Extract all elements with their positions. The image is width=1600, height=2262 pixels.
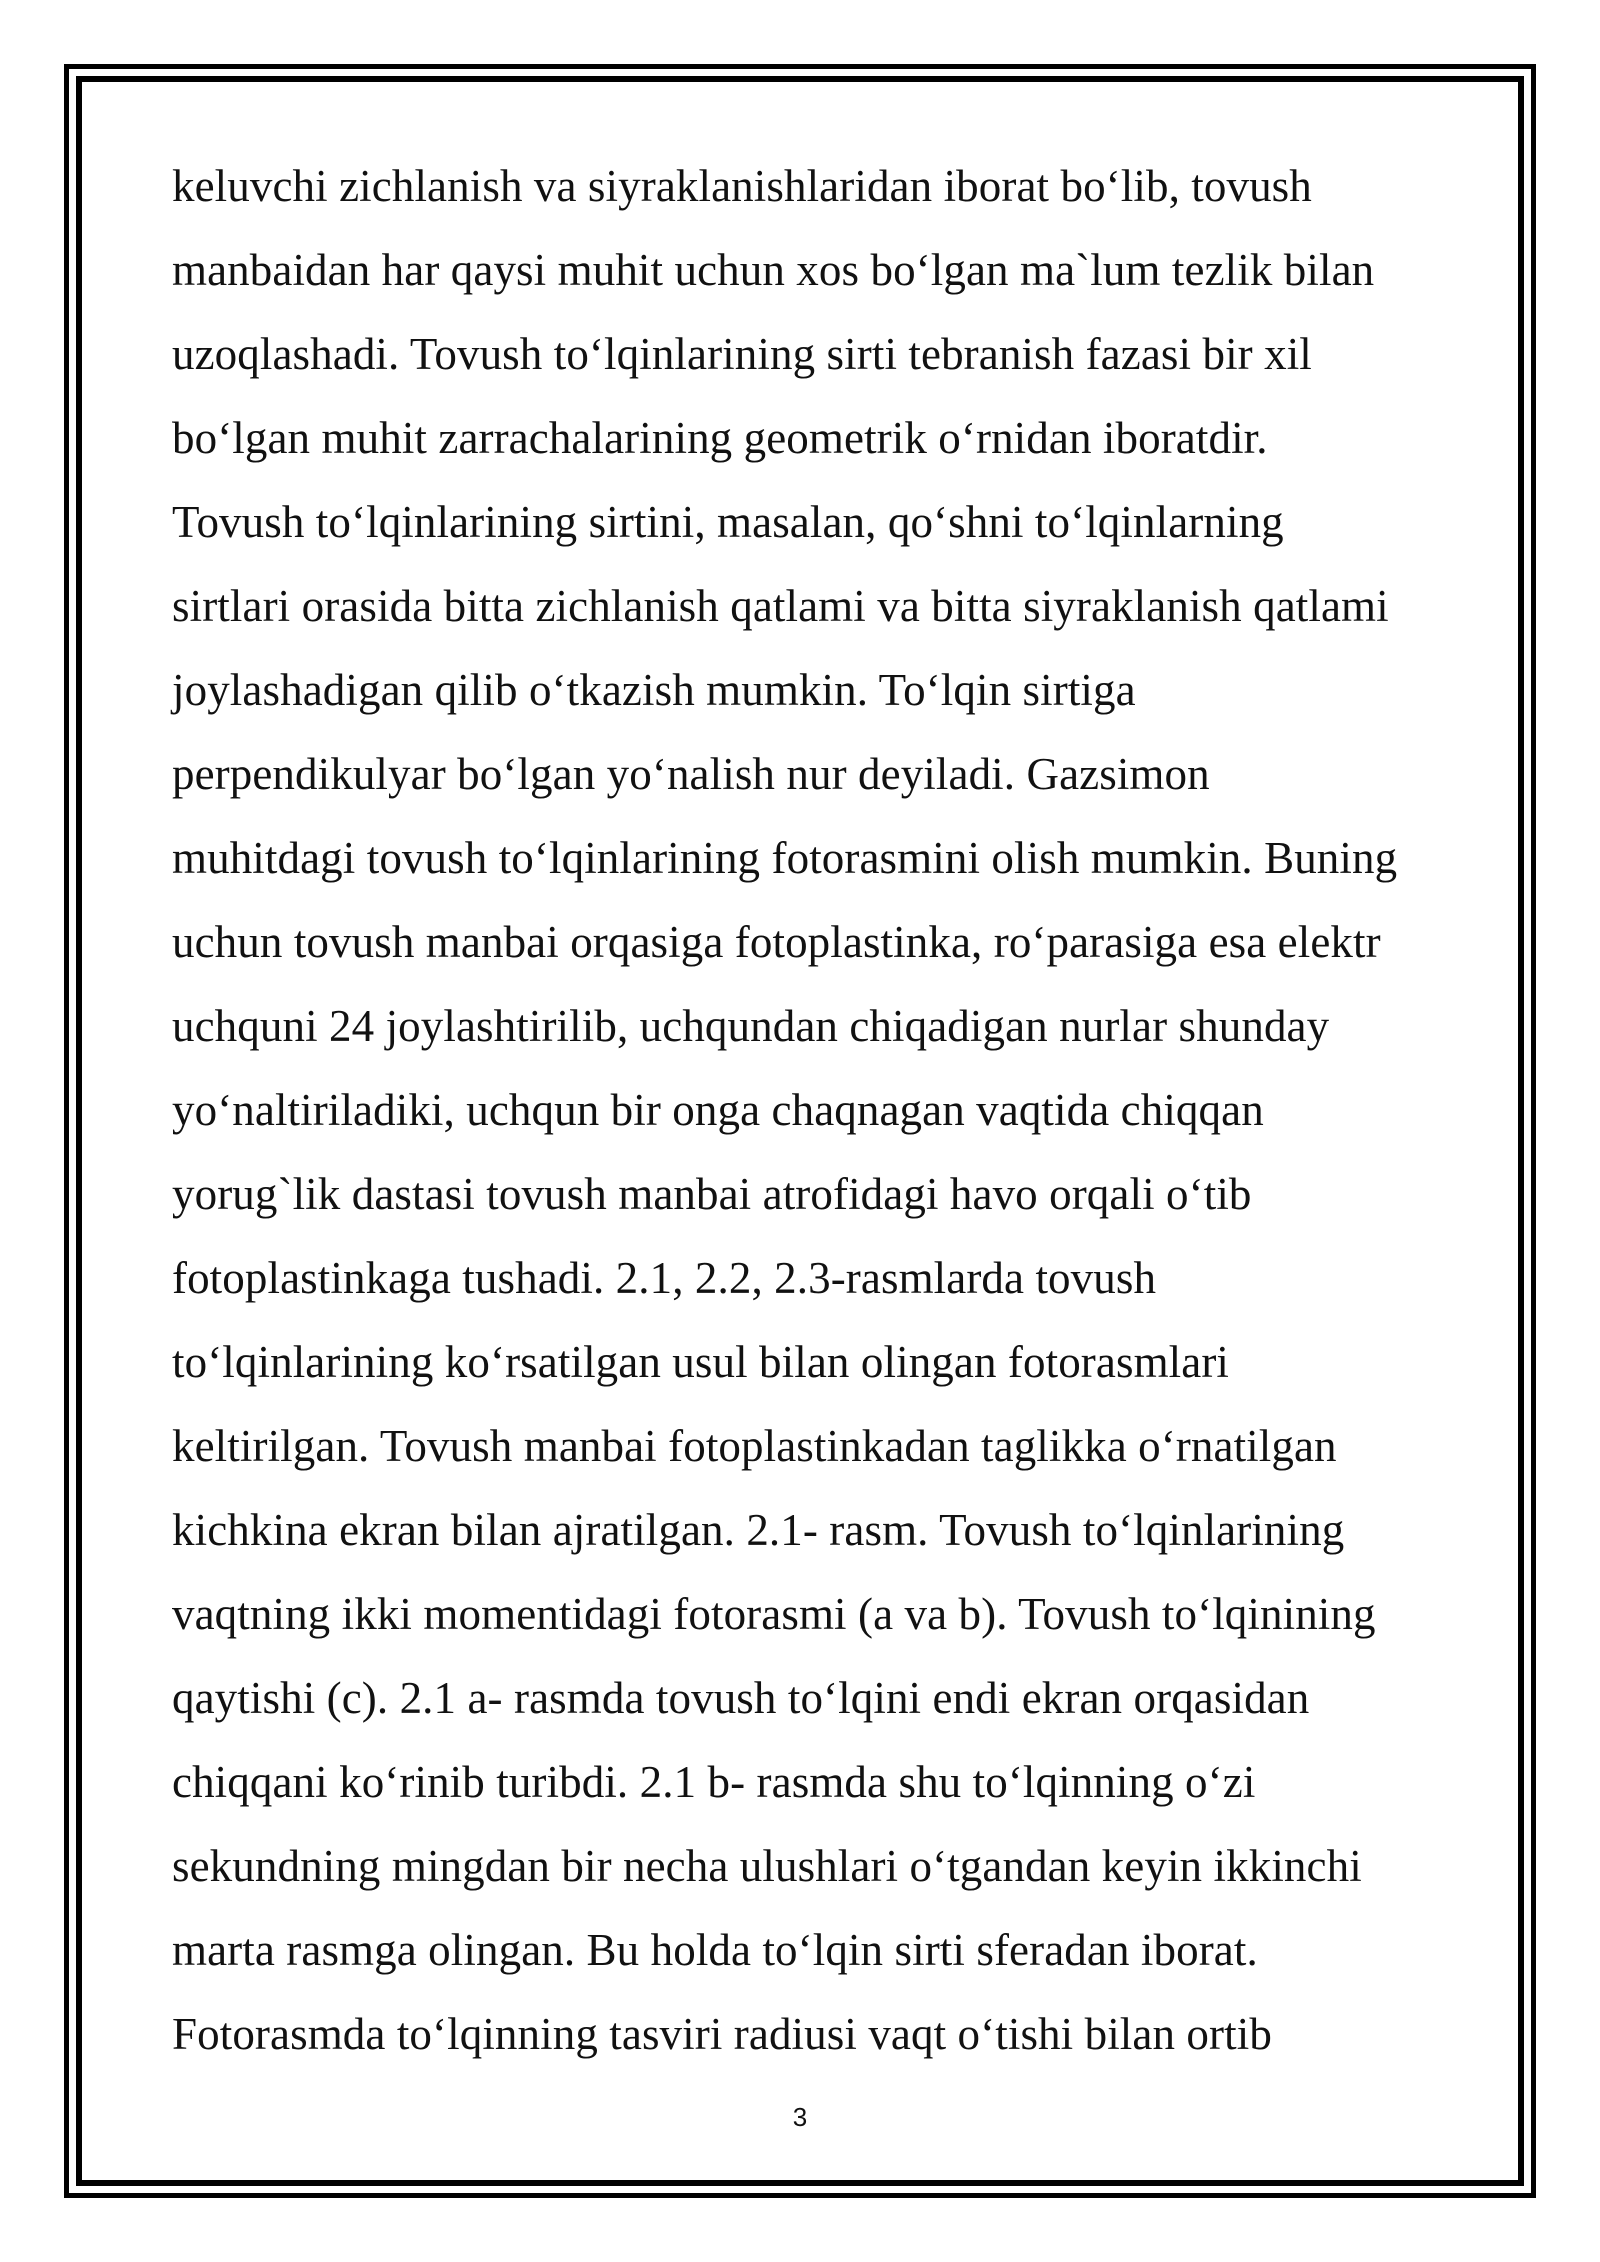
- text-line: perpendikulyar bo‘lgan yo‘nalish nur deyiladi. Gazsimon: [172, 749, 1210, 799]
- text-line: sirtlari orasida bitta zichlanish qatlami va bitta siyraklanish qatlami: [172, 581, 1389, 631]
- text-line: yo‘naltiriladiki, uchqun bir onga chaqnagan vaqtida chiqqan: [172, 1085, 1264, 1135]
- text-line: sekundning mingdan bir necha ulushlari o‘tgandan keyin ikkinchi: [172, 1841, 1362, 1891]
- text-line: bo‘lgan muhit zarrachalarining geometrik o‘rnidan iboratdir.: [172, 413, 1268, 463]
- text-line: vaqtning ikki momentidagi fotorasmi (a va b). Tovush to‘lqinining: [172, 1589, 1376, 1639]
- text-line: keltirilgan. Tovush manbai fotoplastinkadan taglikka o‘rnatilgan: [172, 1421, 1337, 1471]
- text-line: uchquni 24 joylashtirilib, uchqundan chiqadigan nurlar shunday: [172, 1001, 1330, 1051]
- text-line: joylashadigan qilib o‘tkazish mumkin. To‘lqin sirtiga: [172, 665, 1136, 715]
- text-line: uchun tovush manbai orqasiga fotoplastinka, ro‘parasiga esa elektr: [172, 917, 1381, 967]
- text-line: yorug`lik dastasi tovush manbai atrofidagi havo orqali o‘tib: [172, 1169, 1252, 1219]
- page-number: 3: [792, 2102, 808, 2132]
- text-line: to‘lqinlarining ko‘rsatilgan usul bilan olingan fotorasmlari: [172, 1337, 1230, 1387]
- text-line: kichkina ekran bilan ajratilgan. 2.1- rasm. Tovush to‘lqinlarining: [172, 1505, 1345, 1555]
- text-line: keluvchi zichlanish va siyraklanishlaridan iborat bo‘lib, tovush: [172, 161, 1312, 211]
- text-line: Tovush to‘lqinlarining sirtini, masalan, qo‘shni to‘lqinlarning: [172, 497, 1284, 547]
- text-line: muhitdagi tovush to‘lqinlarining fotorasmini olish mumkin. Buning: [172, 833, 1398, 883]
- text-line: fotoplastinkaga tushadi. 2.1, 2.2, 2.3-rasmlarda tovush: [172, 1253, 1157, 1303]
- text-line: marta rasmga olingan. Bu holda to‘lqin sirti sferadan iborat.: [172, 1925, 1258, 1975]
- text-line: uzoqlashadi. Tovush to‘lqinlarining sirti tebranish fazasi bir xil: [172, 329, 1312, 379]
- body-text: [172, 144, 1502, 2076]
- text-line: qaytishi (c). 2.1 a- rasmda tovush to‘lqini endi ekran orqasidan: [172, 1673, 1310, 1723]
- text-line: Fotorasmda to‘lqinning tasviri radiusi vaqt o‘tishi bilan ortib: [172, 2009, 1272, 2059]
- text-line: manbaidan har qaysi muhit uchun xos bo‘lgan ma`lum tezlik bilan: [172, 245, 1375, 295]
- text-line: chiqqani ko‘rinib turibdi. 2.1 b- rasmda shu to‘lqinning o‘zi: [172, 1757, 1256, 1807]
